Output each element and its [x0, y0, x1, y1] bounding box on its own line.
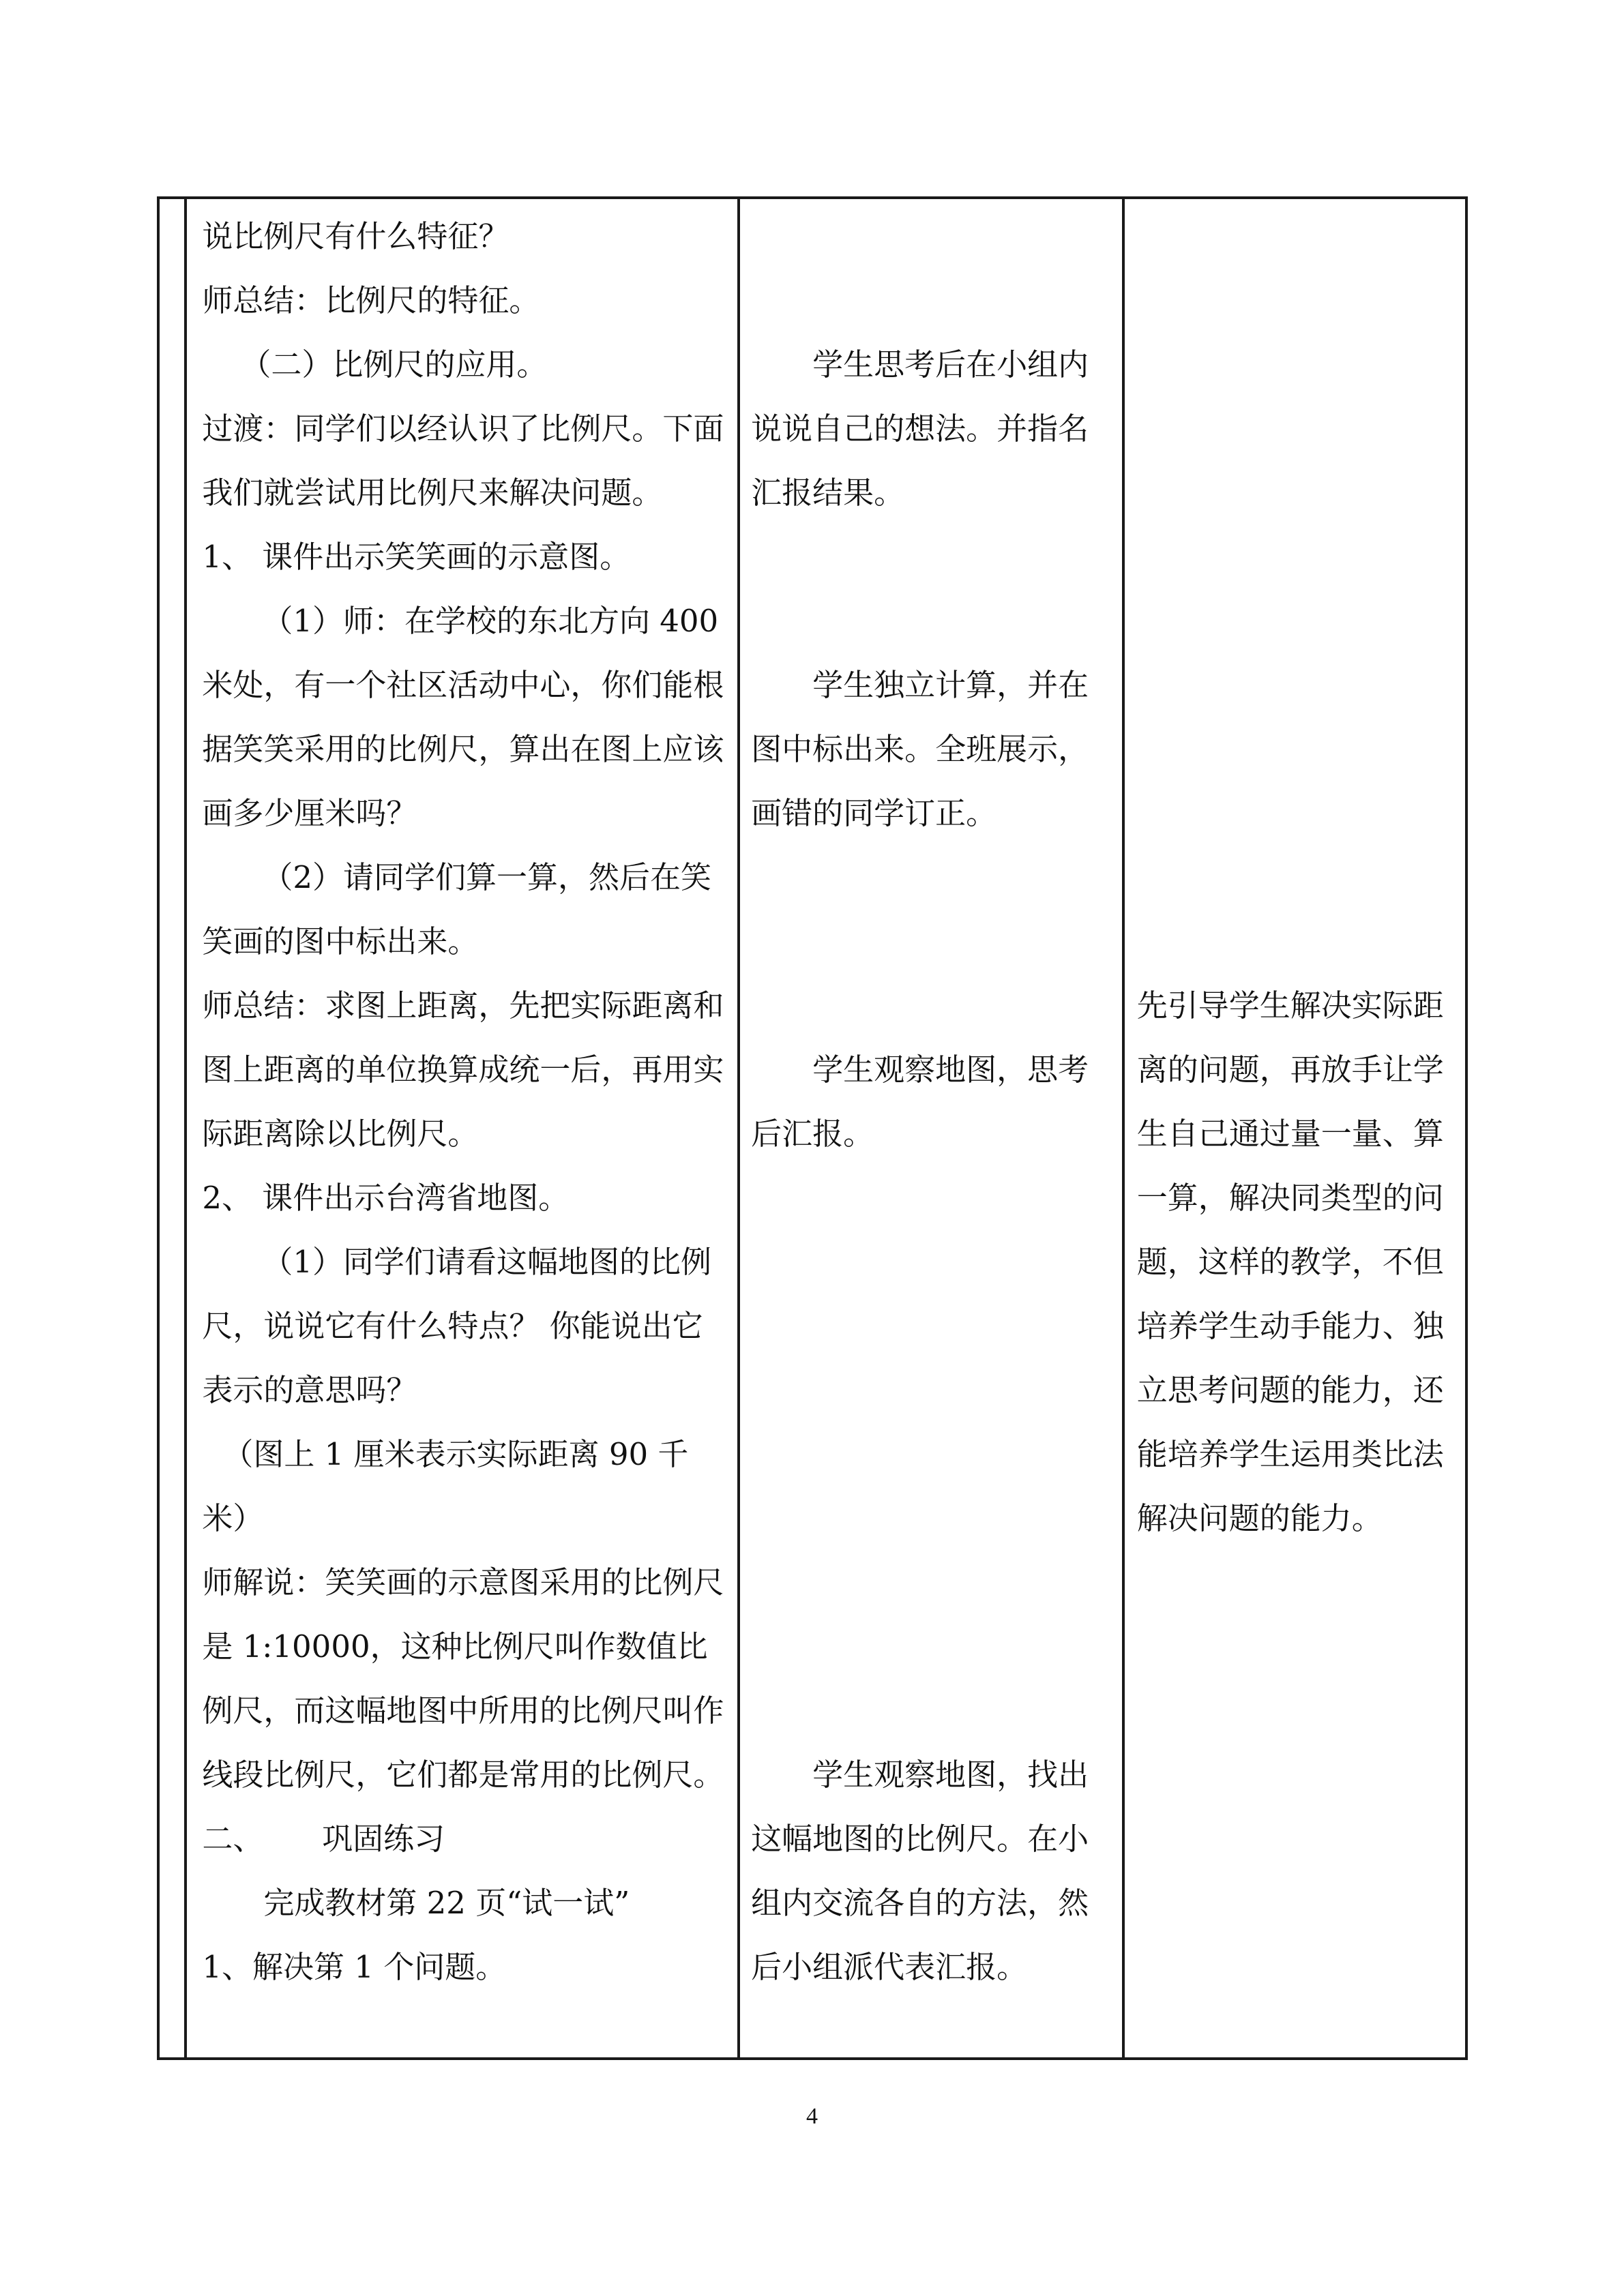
- teacher-summary: 师总结：求图上距离，先把实际距离和图上距离的单位换算成统一后，再用实际距离除以比例尺。: [202, 987, 724, 1152]
- teacher-activity-column: [186, 198, 739, 2059]
- teacher-section-heading: （二）比例尺的应用。: [240, 346, 548, 383]
- teacher-line-1: 说比例尺有什么特征？: [202, 218, 510, 254]
- teacher-step-1-task: （2）请同学们算一算，然后在笑笑画的图中标出来。: [202, 859, 711, 959]
- page-number: 4: [806, 2104, 818, 2129]
- teacher-explanation: 师解说：笑笑画的示意图采用的比例尺是 1:10000，这种比例尺叫作数值比例尺，而这幅地图中所用的比例尺叫作线段比例尺，它们都是常用的比例尺。: [202, 1564, 724, 1793]
- teacher-step-2: 2、 课件出示台湾省地图。: [202, 1180, 570, 1216]
- design-intent-column: [1123, 198, 1466, 2059]
- student-activity-1: 学生思考后在小组内说说自己的想法。并指名汇报结果。: [751, 346, 1089, 511]
- left-margin-column: [158, 198, 186, 2059]
- student-activity-3: 学生观察地图，思考后汇报。: [751, 1052, 1089, 1152]
- lesson-plan-table: [157, 196, 1468, 2060]
- teacher-step-1: 1、 课件出示笑笑画的示意图。: [202, 539, 631, 575]
- teacher-practice-task: 完成教材第 22 页“试一试”: [263, 1885, 630, 1921]
- student-activity-4: 学生观察地图，找出这幅地图的比例尺。在小组内交流各自的方法，然后小组派代表汇报。: [751, 1757, 1089, 1985]
- teacher-line-2: 师总结：比例尺的特征。: [202, 282, 540, 318]
- design-note: 先引导学生解决实际距离的问题，再放手让学生自己通过量一量、算一算，解决同类型的问题，这样的教学，不但培养学生动手能力、独立思考问题的能力，还能培养学生运用类比法解决问题的能力。: [1136, 987, 1444, 1536]
- student-activity-column: [739, 198, 1123, 2059]
- teacher-step-2-question: （1）同学们请看这幅地图的比例尺，说说它有什么特点？ 你能说出它表示的意思吗？: [202, 1244, 711, 1408]
- teacher-transition: 过渡：同学们以经认识了比例尺。下面我们就尝试用比例尺来解决问题。: [202, 411, 724, 511]
- teacher-step-1-question: （1）师：在学校的东北方向 400 米处，有一个社区活动中心，你们能根据笑笑采用的比例尺，算出在图上应该画多少厘米吗？: [202, 603, 728, 831]
- teacher-step-2-answer: （图上 1 厘米表示实际距离 90 千米）: [202, 1436, 689, 1536]
- teacher-practice-heading: 二、 巩固练习: [202, 1821, 445, 1857]
- teacher-practice-item: 1、解决第 1 个问题。: [202, 1949, 507, 1985]
- student-activity-2: 学生独立计算，并在图中标出来。全班展示，画错的同学订正。: [751, 667, 1089, 831]
